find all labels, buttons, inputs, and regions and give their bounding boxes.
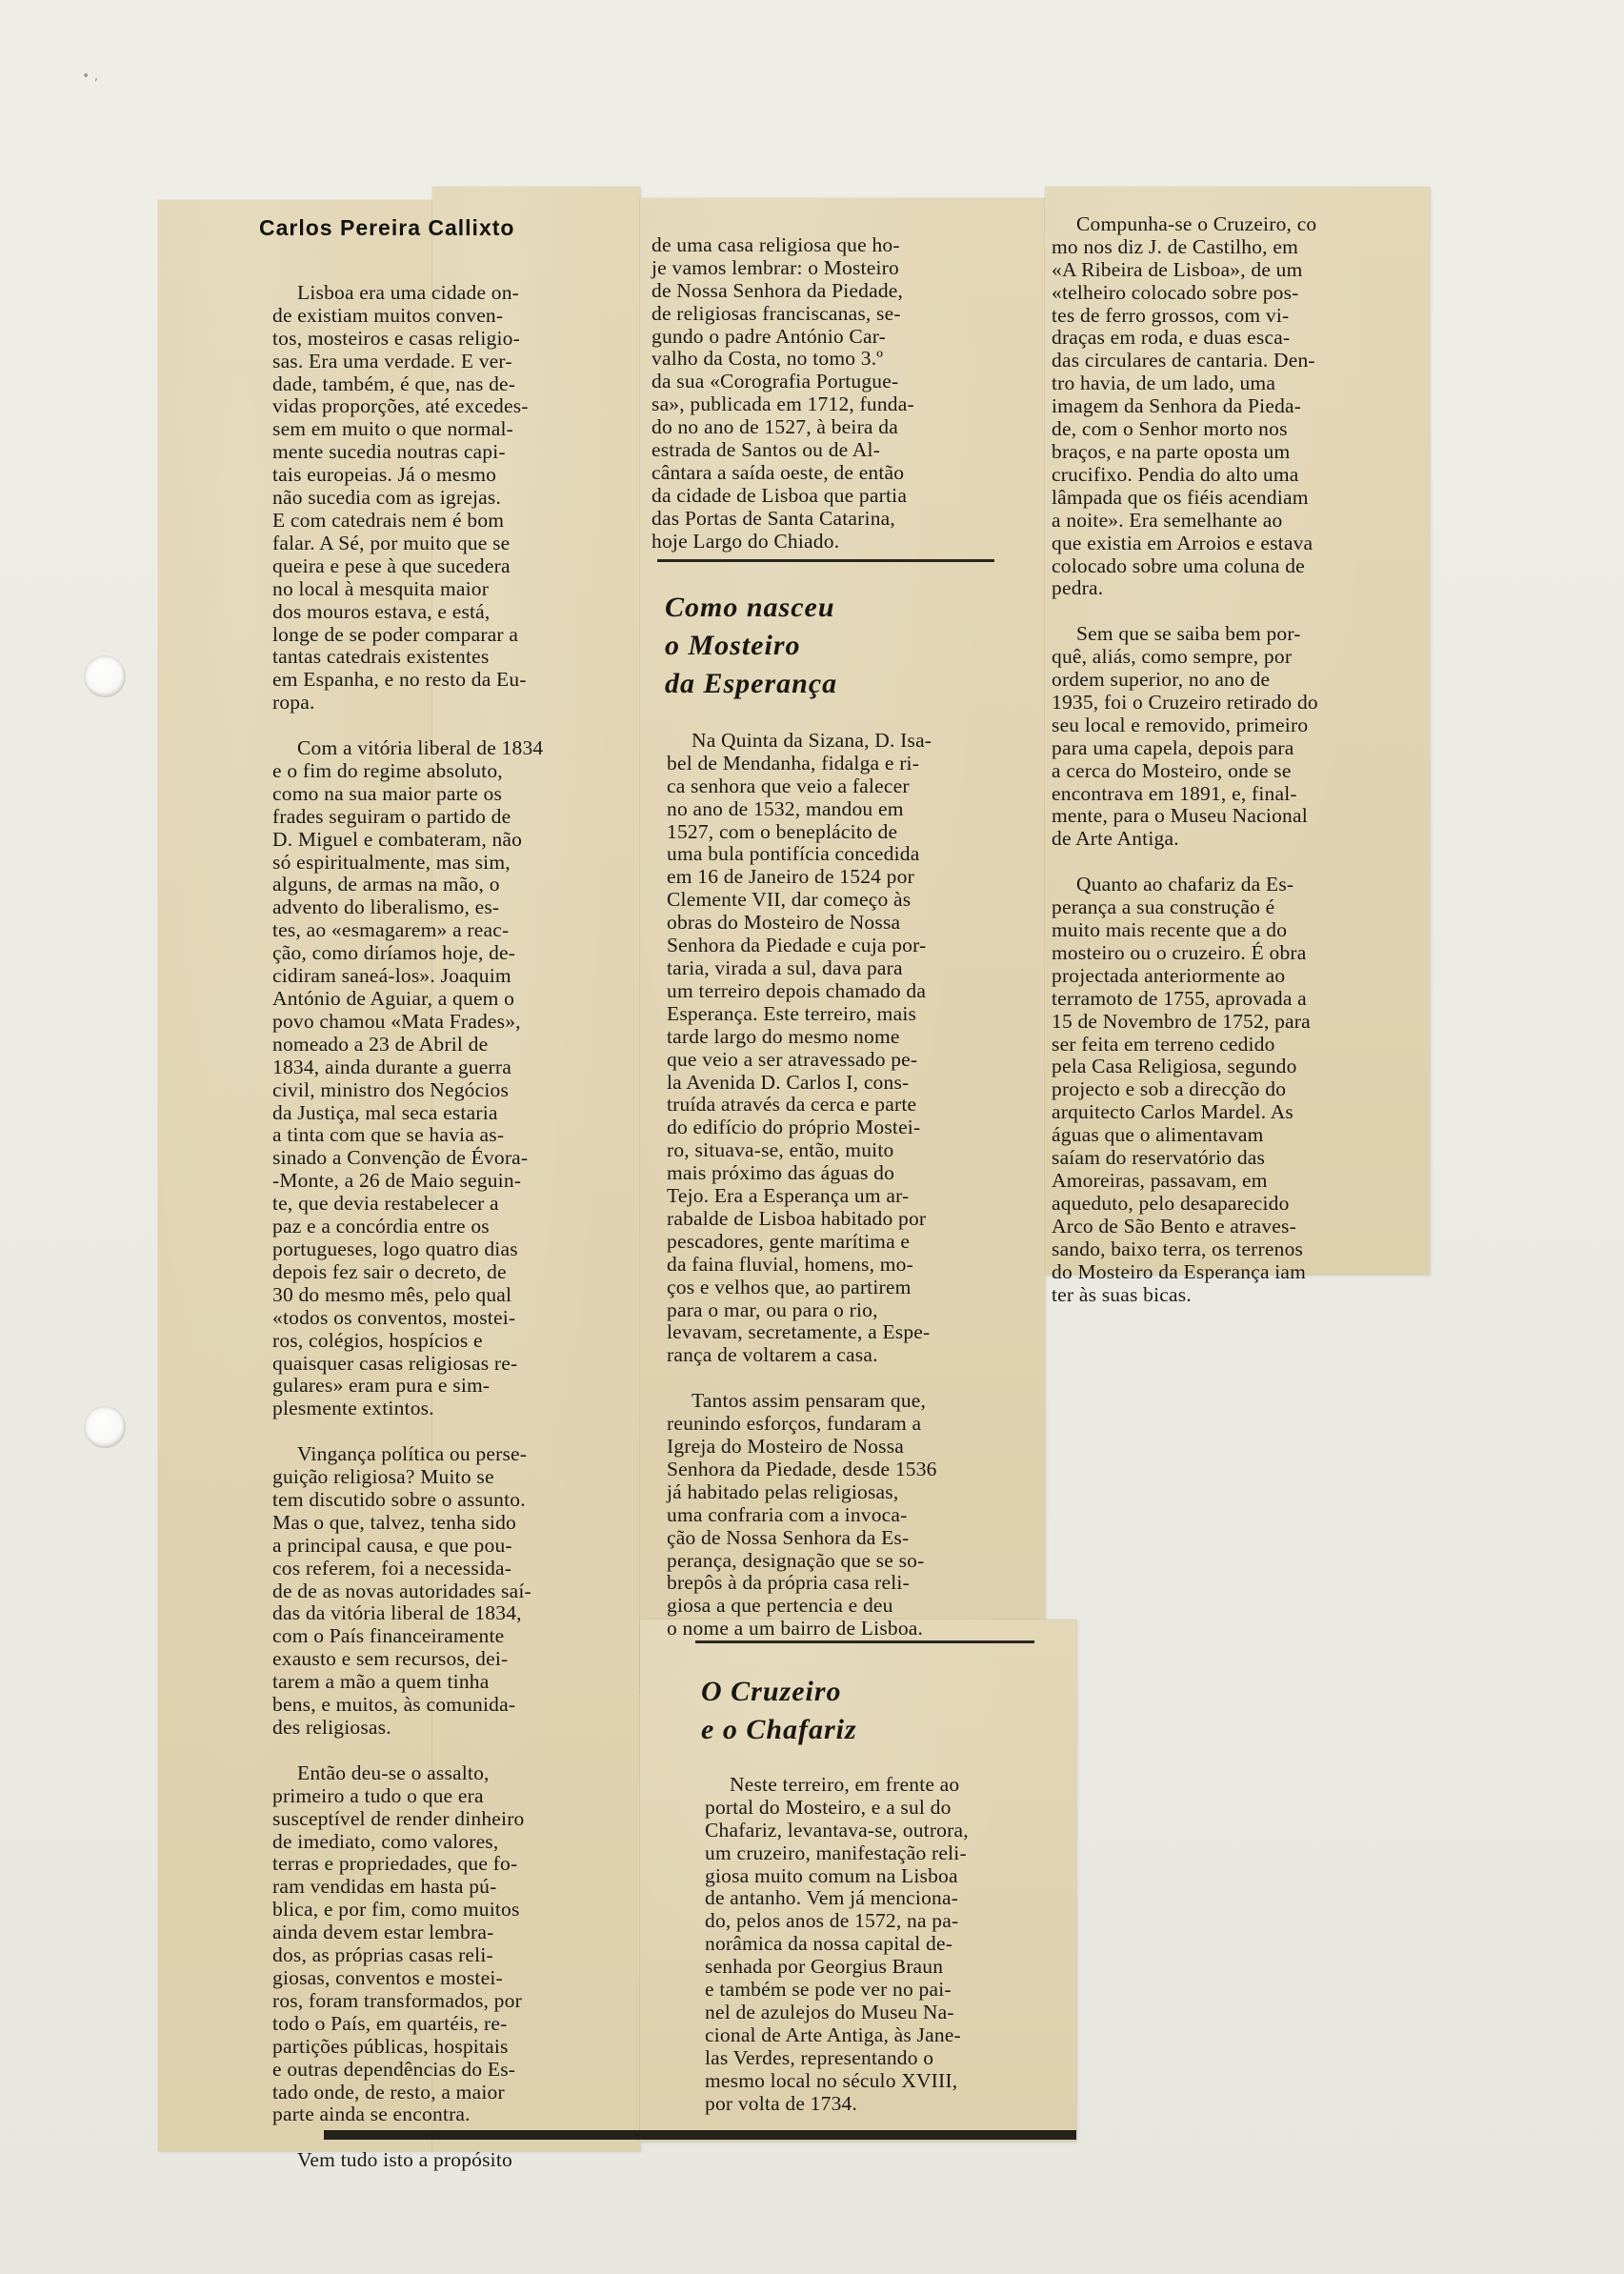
punch-hole-bottom xyxy=(84,1406,126,1448)
paragraph: Tantos assim pensaram que, reunindo esforços, fundaram a Igreja do Mosteiro de Nossa Senhora da Piedade, desde 1536 já habitado pelas religiosas, uma confraria com a invoca- ção de Nossa Senhora da Es- perança, designação que se so- brepôs à da própria casa reli- giosa a que pertencia e deu o nome a um bairro de Lisboa. xyxy=(667,1389,937,1640)
paragraph: Vingança política ou perse- guição religiosa? Muito se tem discutido sobre o assunto. Mas o que, talvez, tenha sido a principal causa, e que pou- cos referem, foi a necessida- de de as novas autoridades saí- das da vitória liberal de 1834, com o País financeiramente exausto e sem recursos, dei- tarem a mão a quem tinha bens, e muitos, às comunida- des religiosas. xyxy=(272,1442,531,1739)
section-heading-mosteiro: Como nasceu o Mosteiro da Esperança xyxy=(665,592,838,699)
article-column-2-middle xyxy=(667,707,1046,1663)
paragraph: Com a vitória liberal de 1834 e o fim do regime absoluto, como na sua maior parte os frades seguiram o partido de D. Miguel e combateram, não só espiritualmente, mas sim, alguns, de armas na mão, o advento do liberalismo, es- tes, ao «esmagarem» a reac- ção, como diríamos hoje, de- cidiram saneá-los». Joaquim António de Aguiar, a quem o povo chamou «Mata Frades», nomeado a 23 de Abril de 1834, ainda durante a guerra civil, ministro dos Negócios da Justiça, mal seca estaria a tinta com que se havia as- sinado a Convenção de Évora- -Monte, a 26 de Maio seguin- te, que devia restabelecer a paz e a concórdia entre os portugueses, logo quatro dias depois fez sair o decreto, de 30 do mesmo mês, pelo qual «todos os conventos, mostei- ros, colégios, hospícios e quaisquer casas religiosas re- gulares» eram pura e sim- plesmente extintos. xyxy=(272,736,544,1420)
section-heading-cruzeiro: O Cruzeiro e o Chafariz xyxy=(701,1676,857,1745)
paragraph: Sem que se saiba bem por- quê, aliás, como sempre, por ordem superior, no ano de 1935, foi o Cruzeiro retirado do seu local e removido, primeiro para uma capela, depois para a cerca do Mosteiro, onde se encontrava em 1891, e, final- mente, para o Museu Nacional de Arte Antiga. xyxy=(1052,622,1318,851)
paragraph: Lisboa era uma cidade on- de existiam muitos conven- tos, mosteiros e casas religio- sas. Era uma verdade. E ver- dade, também, é que, nas de- vidas proporções, até excedes- sem em muito o que normal- mente sucedia noutras capi- tais europeias. Já o mesmo não sucedia com as igrejas. E com catedrais nem é bom falar. A Sé, por muito que se queira e pese à que sucedera no local à mesquita maior dos mouros estava, e está, longe de se poder comparar a tantas catedrais existentes em Espanha, e no resto da Eu- ropa. xyxy=(272,280,529,714)
author-byline: Carlos Pereira Callixto xyxy=(259,215,515,240)
paragraph: Neste terreiro, em frente ao portal do Mosteiro, e a sul do Chafariz, levantava-se, outrora, um cruzeiro, manifestação reli- giosa muito comum na Lisboa de antanho. Vem já menciona- do, pelos anos de 1572, na pa- norâmica da nossa capital de- senhada por Georgius Braun e também se pode ver no pai- nel de azulejos do Museu Na- cional de Arte Antiga, às Jane- las Verdes, representando o mesmo local no século XVIII, por volta de 1734. xyxy=(705,1772,969,2115)
paragraph: Quanto ao chafariz da Es- perança a sua construção é muito mais recente que a do mosteiro ou o cruzeiro. É obra projectada anteriormente ao terramoto de 1755, aprovada a 15 de Novembro de 1752, para ser feita em terreno cedido pela Casa Religiosa, segundo projecto e sob a direcção do arquitecto Carlos Mardel. As águas que o alimentavam saíam do reservatório das Amoreiras, passavam, em aqueduto, pelo desaparecido Arco de São Bento e atraves- sando, baixo terra, os terrenos do Mosteiro da Esperança iam ter às suas bicas. xyxy=(1052,873,1311,1306)
paragraph: de uma casa religiosa que ho- je vamos lembrar: o Mosteiro de Nossa Senhora da Piedade, de religiosas franciscanas, se- gundo o padre António Car- valho da Costa, no tomo 3.º da sua «Corografia Portugue- sa», publicada em 1712, funda- do no ano de 1527, à beira da estrada de Santos ou de Al- cântara a saída oeste, de então da cidade de Lisboa que partia das Portas de Santa Catarina, hoje Largo do Chiado. xyxy=(652,232,914,553)
bottom-border-rule xyxy=(324,2130,1076,2140)
paragraph: Compunha-se o Cruzeiro, co mo nos diz J. de Castilho, em «A Ribeira de Lisboa», de um «telheiro colocado sobre pos- tes de ferro grossos, com vi- draças em roda, e duas esca- das circulares de cantaria. Den- tro havia, de um lado, uma imagem da Senhora da Pieda- de, com o Senhor morto nos braços, e na parte oposta um crucifixo. Pendia do alto uma lâmpada que os fiéis acendiam a noite». Era semelhante ao que existia em Arroios e estava colocado sobre uma coluna de pedra. xyxy=(1052,211,1317,600)
punch-hole-top xyxy=(84,655,126,697)
article-column-2-bottom xyxy=(705,1751,1057,2138)
pencil-mark: • , xyxy=(82,69,99,84)
paragraph: Vem tudo isto a propósito xyxy=(297,2148,512,2172)
article-column-2-top xyxy=(652,211,1028,576)
section-divider xyxy=(657,559,994,562)
paragraph: Então deu-se o assalto, primeiro a tudo o que era susceptível de render dinheiro de imediato, como valores, terras e propriedades, que fo- ram vendidas em hasta pú- blica, e por fim, como muitos ainda devem estar lembra- dos, as próprias casas reli- giosas, conventos e mostei- ros, foram transformados, por todo o País, em quartéis, re- partições públicas, hospitais e outras dependências do Es- tado onde, de resto, a maior parte ainda se encontra. xyxy=(272,1761,525,2126)
article-column-3 xyxy=(1052,191,1419,1329)
paragraph: Na Quinta da Sizana, D. Isa- bel de Mendanha, fidalga e ri- ca senhora que veio a falecer no ano de 1532, mandou em 1527, com o beneplácito de uma bula pontifícia concedida em 16 de Janeiro de 1524 por Clemente VII, dar começo às obras do Mosteiro de Nossa Senhora da Piedade e cuja por- taria, virada a sul, dava para um terreiro depois chamado da Esperança. Este terreiro, mais tarde largo do mesmo nome que veio a ser atravessado pe- la Avenida D. Carlos I, cons- truída através da cerca e parte do edifício do próprio Mostei- ro, situava-se, então, muito mais próximo das águas do Tejo. Era a Esperança um ar- rabalde de Lisboa habitado por pescadores, gente marítima e da faina fluvial, homens, mo- ços e velhos que, ao partirem para o mar, ou para o rio, levavam, secretamente, a Espe- rança de voltarem a casa. xyxy=(667,728,932,1367)
section-divider xyxy=(695,1640,1034,1643)
article-column-1 xyxy=(272,259,629,2195)
